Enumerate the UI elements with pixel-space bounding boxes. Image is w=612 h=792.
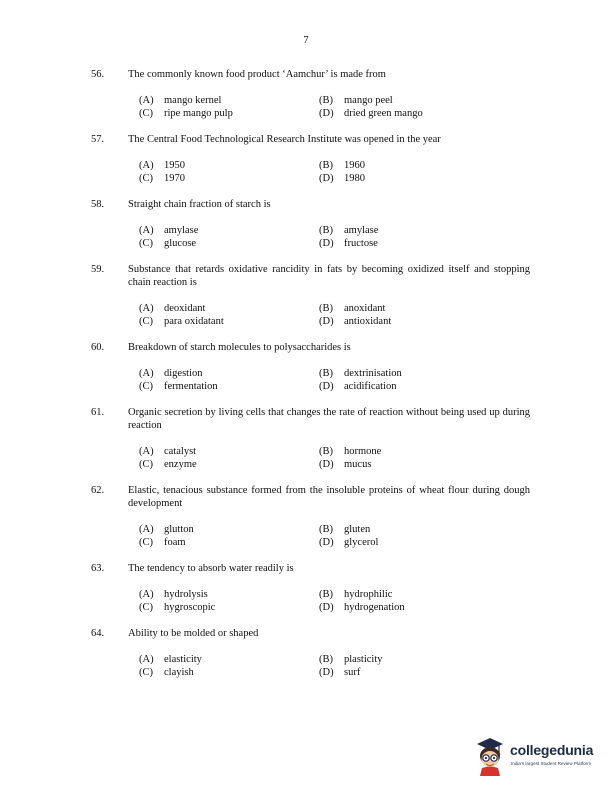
option-d: (D) dried green mango — [319, 107, 423, 119]
brand-tagline: India's largest Student Review Platform — [511, 761, 592, 766]
question-number: 62. — [91, 485, 105, 496]
question-text: Breakdown of starch molecules to polysaccharides is — [128, 342, 351, 353]
question-number: 60. — [91, 342, 105, 353]
option-b: (B) mango peel — [319, 95, 393, 106]
option-b: (B) plasticity — [319, 654, 383, 665]
option-d: (D) hydrogenation — [319, 601, 405, 613]
student-mascot-icon — [473, 736, 507, 776]
option-b: (B) anoxidant — [319, 303, 386, 314]
option-a: (A) glutton — [139, 524, 194, 535]
option-b: (B) hormone — [319, 446, 382, 457]
question-text: Elastic, tenacious substance formed from the insoluble proteins of wheat flour during dough development — [128, 485, 530, 509]
question-number: 61. — [91, 407, 105, 418]
option-d: (D) fructose — [319, 237, 378, 249]
option-b: (B) 1960 — [319, 160, 365, 171]
option-c: (C) foam — [139, 536, 186, 548]
question-number: 56. — [91, 69, 105, 80]
question-text: The Central Food Technological Research Institute was opened in the year — [128, 134, 441, 145]
option-d: (D) antioxidant — [319, 315, 392, 327]
brand-name: collegedunia — [510, 742, 594, 758]
option-b: (B) amylase — [319, 225, 379, 236]
option-a: (A) mango kernel — [139, 95, 222, 106]
option-d: (D) 1980 — [319, 172, 365, 184]
question-text: Ability to be molded or shaped — [128, 628, 259, 639]
question-number: 59. — [91, 264, 105, 275]
option-a: (A) catalyst — [139, 446, 197, 457]
option-c: (C) 1970 — [139, 172, 185, 184]
option-a: (A) 1950 — [139, 160, 185, 171]
question-text: Organic secretion by living cells that changes the rate of reaction without being used up during reaction — [128, 407, 530, 431]
option-b: (B) hydrophilic — [319, 589, 393, 600]
option-c: (C) fermentation — [139, 380, 218, 392]
option-c: (C) enzyme — [139, 458, 197, 470]
question-text: The commonly known food product ‘Aamchur’ is made from — [128, 69, 386, 80]
question-number: 63. — [91, 563, 105, 574]
option-d: (D) mucus — [319, 458, 372, 470]
page-number: 7 — [303, 35, 309, 46]
option-a: (A) elasticity — [139, 654, 202, 665]
question-text: The tendency to absorb water readily is — [128, 563, 294, 574]
option-a: (A) digestion — [139, 368, 203, 379]
option-c: (C) clayish — [139, 666, 194, 678]
option-d: (D) glycerol — [319, 536, 379, 548]
option-c: (C) ripe mango pulp — [139, 107, 233, 119]
option-c: (C) hygroscopic — [139, 601, 216, 613]
option-d: (D) acidification — [319, 380, 397, 392]
option-b: (B) dextrinisation — [319, 368, 402, 379]
question-text: Substance that retards oxidative rancidity in fats by becoming oxidized itself and stopping chain reaction is — [128, 264, 530, 288]
option-c: (C) para oxidatant — [139, 315, 224, 327]
question-text: Straight chain fraction of starch is — [128, 199, 271, 210]
question-number: 58. — [91, 199, 105, 210]
question-number: 57. — [91, 134, 105, 145]
question-number: 64. — [91, 628, 105, 639]
option-d: (D) surf — [319, 666, 361, 678]
option-a: (A) deoxidant — [139, 303, 206, 314]
option-c: (C) glucose — [139, 237, 197, 249]
option-b: (B) gluten — [319, 524, 371, 535]
option-a: (A) amylase — [139, 225, 199, 236]
collegedunia-logo — [473, 736, 605, 776]
option-a: (A) hydrolysis — [139, 589, 208, 600]
